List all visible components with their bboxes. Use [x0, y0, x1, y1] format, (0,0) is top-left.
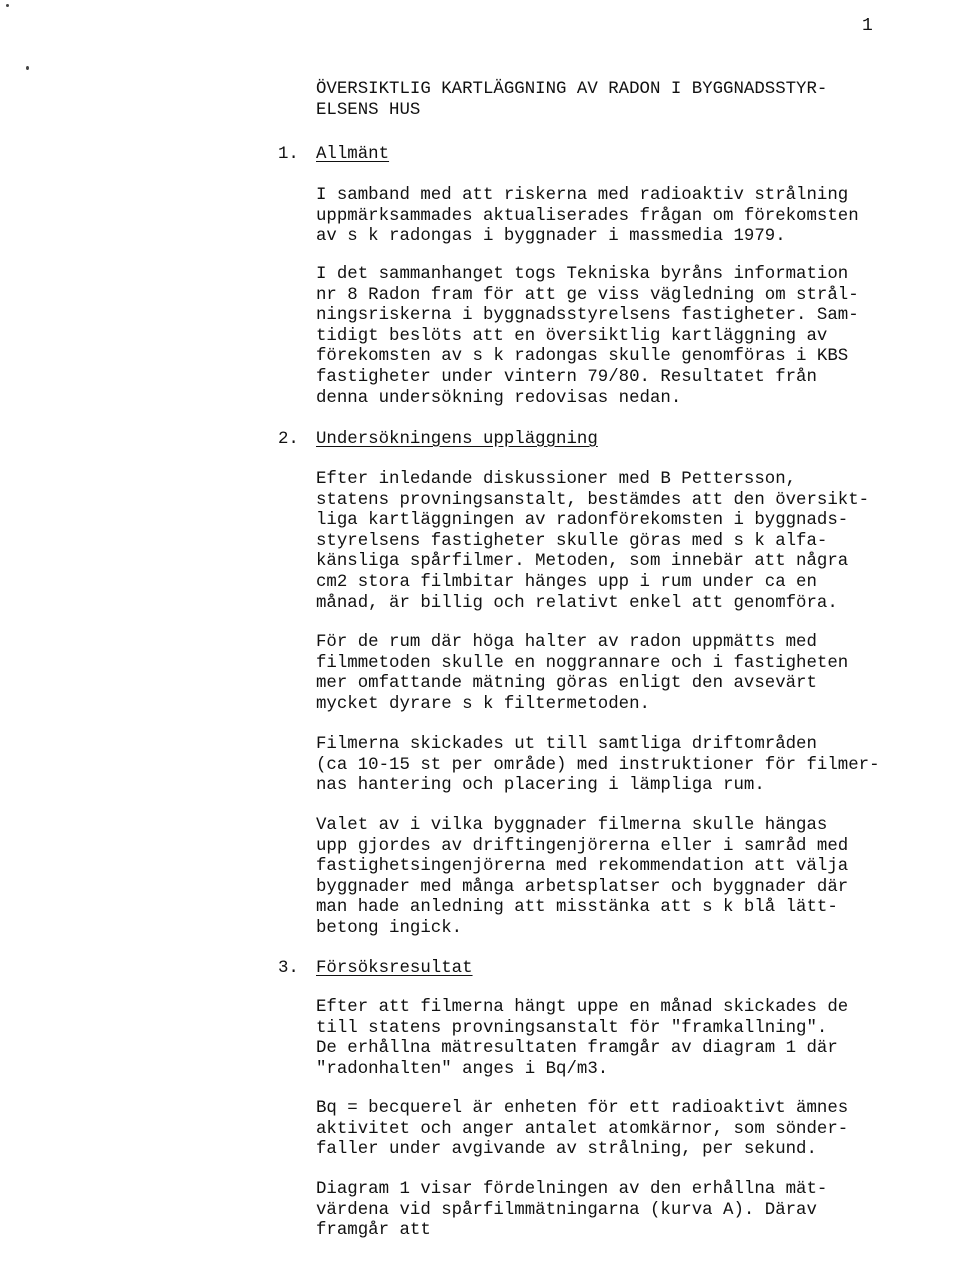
- title-line: ELSENS HUS: [316, 100, 421, 120]
- section-heading-undersokningens-upplaggning: [278, 430, 598, 451]
- text-line: mycket dyrare s k filtermetoden.: [316, 694, 650, 714]
- text-line: mer omfattande mätning göras enligt den avsevärt: [316, 674, 817, 694]
- text-line: uppmärksammades aktualiserades frågan om förekomsten: [316, 206, 859, 226]
- text-line: Diagram 1 visar fördelningen av den erhållna mät-: [316, 1180, 828, 1199]
- section-number: 2.: [278, 430, 299, 449]
- text-line: till statens provningsanstalt för "framkallning".: [316, 1018, 828, 1038]
- text-line: Bq = becquerel är enheten för ett radioaktivt ämnes: [316, 1099, 849, 1118]
- section-title: Undersökningens uppläggning: [316, 430, 598, 449]
- paragraph: [316, 735, 880, 797]
- text-line: I det sammanhanget togs Tekniska byråns information: [316, 265, 849, 284]
- paragraph: [316, 1099, 848, 1161]
- text-line: upp gjordes av driftingenjörerna eller i samråd med: [316, 836, 849, 856]
- section-title: Allmänt: [316, 145, 390, 164]
- text-line: fastigheter under vintern 79/80. Resultatet från: [316, 367, 817, 387]
- text-line: månad, är billig och relativt enkel att genomföra.: [316, 593, 838, 613]
- text-line: cm2 stora filmbitar hänges upp i rum under ca en: [316, 572, 817, 592]
- text-line: tidigt beslöts att en översiktlig kartläggning av: [316, 326, 828, 346]
- text-line: faller under avgivande av strålning, per sekund.: [316, 1140, 817, 1160]
- text-line: Valet av i vilka byggnader filmerna skulle hängas: [316, 816, 828, 835]
- text-line: aktivitet och anger antalet atomkärnor, som sönder-: [316, 1119, 849, 1139]
- text-line: av s k radongas i byggnader i massmedia 1979.: [316, 227, 786, 247]
- paragraph: [316, 998, 848, 1080]
- page-number: 1: [862, 16, 873, 36]
- section-heading-forsoksresultat: [278, 959, 473, 980]
- text-line: De erhållna mätresultaten framgår av diagram 1 där: [316, 1039, 838, 1059]
- paragraph: [316, 470, 869, 614]
- section-number: 3.: [278, 959, 299, 978]
- text-line: styrelsens fastigheter skulle göras med s k alfa-: [316, 531, 828, 551]
- text-line: För de rum där höga halter av radon uppmätts med: [316, 633, 817, 652]
- text-line: man hade anledning att misstänka att s k blå lätt-: [316, 898, 838, 918]
- text-line: framgår att: [316, 1221, 431, 1241]
- paragraph: [316, 633, 848, 715]
- text-line: byggnader med många arbetsplatser och byggnader där: [316, 877, 849, 897]
- text-line: filmmetoden skulle en noggrannare och i fastigheten: [316, 653, 849, 673]
- paragraph: [316, 265, 859, 409]
- text-line: fastighetsingenjörerna med rekommendation att välja: [316, 857, 849, 877]
- text-line: ningsriskerna i byggnadsstyrelsens fastigheter. Sam-: [316, 306, 859, 326]
- section-heading-allmant: [278, 145, 389, 166]
- text-line: nr 8 Radon fram för att ge viss vägledning om strål-: [316, 285, 859, 305]
- paragraph: [316, 1180, 827, 1242]
- section-number: 1.: [278, 145, 299, 164]
- text-line: "radonhalten" anges i Bq/m3.: [316, 1059, 609, 1079]
- text-line: (ca 10-15 st per område) med instruktioner för filmer-: [316, 755, 880, 775]
- text-line: betong ingick.: [316, 918, 463, 938]
- paragraph: [316, 816, 848, 940]
- text-line: Filmerna skickades ut till samtliga driftområden: [316, 735, 817, 754]
- text-line: värdena vid spårfilmmätningarna (kurva A). Därav: [316, 1200, 817, 1220]
- scan-speck: [26, 66, 29, 70]
- text-line: statens provningsanstalt, bestämdes att den översikt-: [316, 490, 870, 510]
- title-line: ÖVERSIKTLIG KARTLÄGGNING AV RADON I BYGGNADSSTYR-: [316, 80, 828, 99]
- section-title: Försöksresultat: [316, 959, 473, 978]
- text-line: liga kartläggningen av radonförekomsten i byggnads-: [316, 511, 849, 531]
- paragraph: [316, 186, 859, 248]
- text-line: förekomsten av s k radongas skulle genomföras i KBS: [316, 347, 849, 367]
- text-line: Efter att filmerna hängt uppe en månad skickades de: [316, 998, 849, 1017]
- text-line: denna undersökning redovisas nedan.: [316, 388, 682, 408]
- text-line: känsliga spårfilmer. Metoden, som innebär att några: [316, 552, 849, 572]
- scan-speck: [6, 4, 9, 7]
- text-line: nas hantering och placering i lämpliga rum.: [316, 776, 765, 796]
- text-line: Efter inledande diskussioner med B Pettersson,: [316, 470, 797, 489]
- text-line: I samband med att riskerna med radioaktiv strålning: [316, 186, 849, 205]
- document-title: [316, 80, 827, 121]
